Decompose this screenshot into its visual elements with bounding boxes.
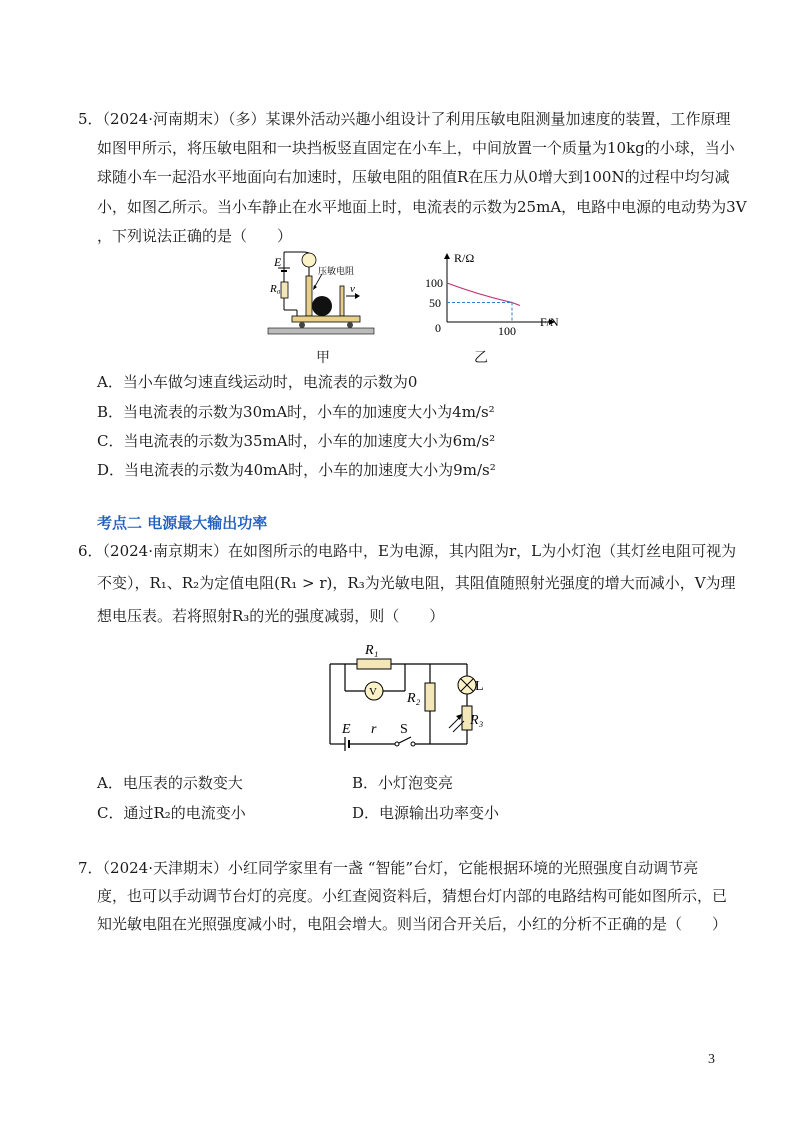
chart-x-label: F/N (540, 315, 559, 329)
q7-line-2: 度，也可以手动调节台灯的亮度。小红查阅资料后，猜想台灯内部的电路结构可能如图所示，已 (97, 887, 728, 905)
resistor-r2 (425, 683, 435, 711)
circuit-label-s: S (400, 722, 408, 737)
q5-line-5: ，下列说法正确的是（ ） (97, 227, 293, 245)
switch-s (399, 737, 411, 743)
circuit-label-r3: R₃ (470, 713, 484, 728)
q5-option-b: B．当电流表的示数为30mA时，小车的加速度大小为4m/s² (97, 403, 495, 421)
circuit-label-r2: R₂ (407, 691, 421, 706)
caption-jia: 甲 (316, 350, 330, 366)
caption-yi: 乙 (474, 350, 488, 366)
q5-option-c: C．当电流表的示数为35mA时，小车的加速度大小为6m/s² (97, 432, 496, 450)
chart-series-line (447, 283, 512, 303)
circuit-label-l: L (475, 679, 484, 694)
q5-option-d: D．当电流表的示数为40mA时，小车的加速度大小为9m/s² (97, 461, 496, 479)
figure-yi-chart (420, 250, 570, 340)
q5-line-2: 如图甲所示，将压敏电阻和一块挡板竖直固定在小车上，中间放置一个质量为10kg的小球，当小 (97, 139, 735, 157)
page-number: 3 (708, 1052, 715, 1067)
circuit-label-r1: R₁ (365, 643, 379, 658)
circuit-label-e: E (342, 722, 351, 737)
q6-option-c: C．通过R₂的电流变小 (97, 804, 246, 822)
q6-line-2: 不变），R₁、R₂为定值电阻(R₁ > r)，R₃为光敏电阻，其阻值随照射光强度的增大而减小，V为理 (97, 574, 736, 592)
label-E: E (274, 255, 282, 269)
circuit-label-r: r (371, 722, 377, 737)
figure-jia-apparatus (262, 246, 380, 338)
q5-line-4: 小，如图乙所示。当小车静止在水平地面上时，电流表的示数为25mA，电路中电源的电动势为3V (97, 198, 747, 216)
q6-option-d: D．电源输出功率变小 (352, 804, 500, 822)
label-pressure-sensor: 压敏电阻 (318, 266, 355, 276)
q5-line-3: 球随小车一起沿水平地面向右加速时，压敏电阻的阻值R在压力从0增大到100N的过程中均匀减 (97, 168, 730, 186)
chart-ytick-50: 50 (429, 296, 441, 310)
chart-origin: 0 (435, 321, 441, 335)
q7-line-3: 知光敏电阻在光照强度减小时，电阻会增大。则当闭合开关后，小红的分析不正确的是（ ） (97, 915, 728, 933)
section-heading: 考点二 电源最大输出功率 (97, 514, 268, 532)
q7-line-1: 7．（2024·天津期末）小红同学家里有一盏 “智能”台灯，它能根据环境的光照强度自动调节亮 (78, 859, 699, 877)
circuit-label-v: V (369, 686, 377, 698)
label-v: v (350, 283, 355, 295)
q6-line-3: 想电压表。若将照射R₃的光的强度减弱，则（ ） (97, 607, 445, 625)
chart-ytick-100: 100 (425, 276, 443, 290)
q6-line-1: 6．（2024·南京期末）在如图所示的电路中，E为电源，其内阻为r，L为小灯泡（其灯丝电阻可视为 (78, 542, 737, 560)
chart-series-extension (512, 303, 520, 306)
q5-line-1: 5．（2024·河南期末）（多）某课外活动兴趣小组设计了利用压敏电阻测量加速度的装置，工作原理 (78, 110, 731, 128)
resistor-r1 (357, 659, 391, 669)
chart-y-label: R/Ω (454, 251, 475, 265)
figure-circuit (325, 636, 485, 758)
q6-option-b: B．小灯泡变亮 (352, 774, 454, 792)
q5-option-a: A．当小车做匀速直线运动时，电流表的示数为0 (97, 373, 418, 391)
chart-xtick-100: 100 (498, 324, 516, 338)
label-R0: R₀ (270, 283, 281, 295)
q6-option-a: A．电压表的示数变大 (97, 774, 243, 792)
